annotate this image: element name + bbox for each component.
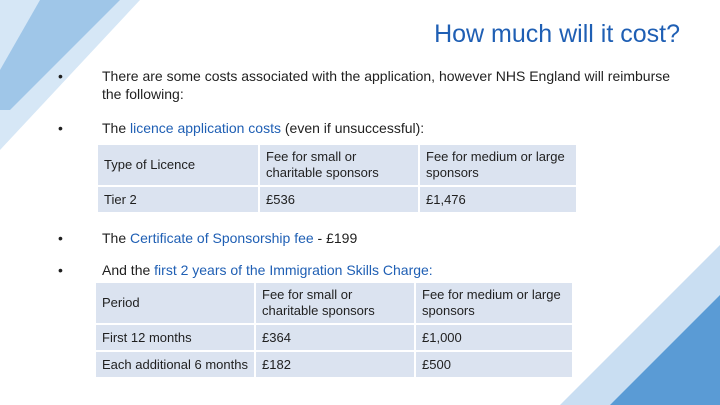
table-header-row [96,283,572,323]
licence-fee-table [96,143,578,214]
header-large-fee: Fee for medium or large sponsors [416,283,572,323]
bullet-text-before: And the [102,262,155,278]
bullet-marker: • [58,262,63,278]
header-type-of-licence: Type of Licence [98,145,258,185]
table-row [96,352,572,377]
bullet-text-after: - £199 [313,230,358,246]
bullet-marker: • [58,68,63,84]
bullet-text [102,261,682,279]
cell-period: First 12 months [96,325,254,350]
bullet-highlight: first 2 years of the Immigration Skills Charge: [154,262,433,278]
skills-charge-table [94,281,574,379]
header-period: Period [96,283,254,323]
table-row [98,187,576,212]
table-header-row [98,145,576,185]
cell-large-fee: £1,000 [416,325,572,350]
cell-large-fee: £500 [416,352,572,377]
cell-large-fee: £1,476 [420,187,576,212]
header-large-fee: Fee for medium or large sponsors [420,145,576,185]
bullet-text-before: The [102,230,131,246]
table-row [96,325,572,350]
bullet-highlight: Certificate of Sponsorship fee [130,230,314,246]
bullet-highlight: licence application costs [130,120,281,136]
bullet-text [102,119,682,137]
cell-small-fee: £364 [256,325,414,350]
header-small-fee: Fee for small or charitable sponsors [260,145,418,185]
bullet-text-before: The [102,120,131,136]
bullet-marker: • [58,120,63,136]
cell-licence-type: Tier 2 [98,187,258,212]
cell-period: Each additional 6 months [96,352,254,377]
cell-small-fee: £536 [260,187,418,212]
bullet-marker: • [58,230,63,246]
slide-title: How much will it cost? [434,20,680,48]
bullet-text-after: (even if unsuccessful): [281,120,425,136]
header-small-fee: Fee for small or charitable sponsors [256,283,414,323]
cell-small-fee: £182 [256,352,414,377]
bullet-text: There are some costs associated with the application, however NHS England will reimburse the following: [102,68,671,102]
bullet-text [102,229,682,247]
